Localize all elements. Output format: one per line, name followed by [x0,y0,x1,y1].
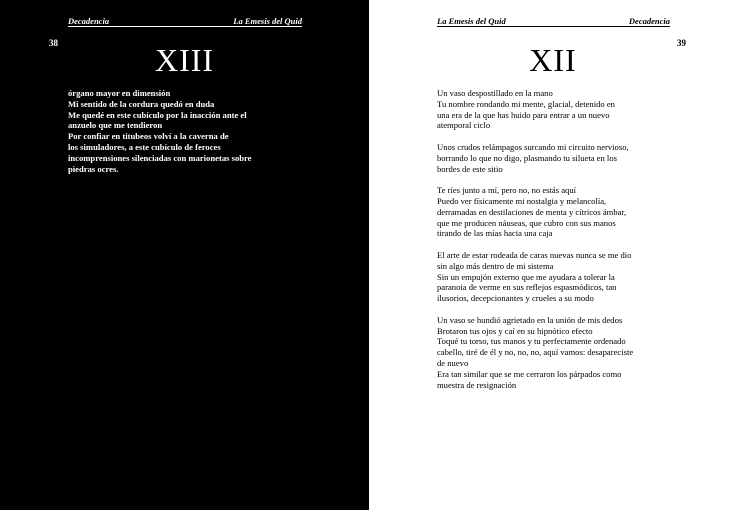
right-chapter-numeral: XII [529,42,577,78]
left-poem-text [68,88,288,174]
poem-line: piedras ocres. [68,163,119,174]
poem-line: derramadas en destilaciones de menta y cítricos ámbar, [437,206,627,217]
right-page-number: 39 [677,38,686,48]
poem-line: Tu nombre rondando mi mente, glacial, detenido en [437,98,615,109]
poem-line: Brotaron tus ojos y caí en su hipnótico efecto [437,325,593,336]
poem-stanza [437,142,677,174]
poem-line: borrando lo que no digo, plasmando tu silueta en los [437,152,617,163]
poem-line: cabello, tiré de él y no, no, no, aquí vamos: desapareciste [437,347,634,358]
poem-line: Me quedé en este cubículo por la inacción ante el [68,109,247,120]
poem-line: muestra de resignación [437,379,517,390]
poem-line: anzuelo que me tendieron [68,120,163,131]
poem-line: Sin un empujón externo que me ayudara a tolerar la [437,271,615,282]
poem-line: Por confiar en titubeos volví a la caverna de [68,131,229,142]
poem-line: que me producen náuseas, que cubro con sus manos [437,217,616,228]
poem-line: órgano mayor en dimensión [68,88,171,98]
poem-line: tirando de las mías hacia una caja [437,228,553,239]
poem-line: bordes de este sitio [437,163,503,174]
poem-line: los simuladores, a este cubículo de feroces [68,141,221,152]
poem-line: sin algo más dentro de mi sistema [437,260,554,271]
poem-line: Un vaso despostillado en la mano [437,88,553,98]
poem-line: Toqué tu torso, tus manos y tu perfectamente ordenado [437,336,626,347]
right-poem-text [437,88,677,401]
poem-line: Unos crudos relámpagos surcando mi circuito nervioso, [437,141,629,152]
left-chapter-numeral: XIII [154,42,215,78]
poem-line: de nuevo [437,357,469,368]
left-header-section-title: La Emesis del Quid [233,16,302,26]
poem-line: Mi sentido de la cordura quedó en duda [68,98,215,109]
poem-stanza [437,250,677,304]
poem-line: El arte de estar rodeada de caras nuevas nunca se me dio [437,249,632,260]
right-running-head [437,14,670,27]
poem-line: Te ríes junto a mí, pero no, no estás aquí [437,185,577,196]
poem-line: Puedo ver físicamente mi nostalgia y melancolía, [437,195,607,206]
poem-stanza [437,185,677,239]
right-header-book-title: Decadencia [628,16,670,26]
poem-line: Un vaso se hundió agrietado en la unión de mis dedos [437,314,623,325]
left-running-head [68,14,302,27]
poem-line: atemporal ciclo [437,120,491,131]
right-page [369,0,737,510]
poem-line: ilusorios, decepcionantes y crueles a su modo [437,293,594,304]
left-page-number: 38 [49,38,58,48]
poem-stanza [437,88,677,131]
poem-line: paranoia de verme en sus reflejos espasmódicos, tan [437,282,617,293]
poem-stanza [437,315,677,391]
right-header-section-title: La Emesis del Quid [437,16,506,26]
poem-line: una era de la que has huido para entrar a un nuevo [437,109,610,120]
left-header-book-title: Decadencia [68,16,110,26]
poem-line: Era tan similar que se me cerraron los párpados como [437,368,622,379]
poem-line: incomprensiones silenciadas con marionetas sobre [68,152,252,163]
